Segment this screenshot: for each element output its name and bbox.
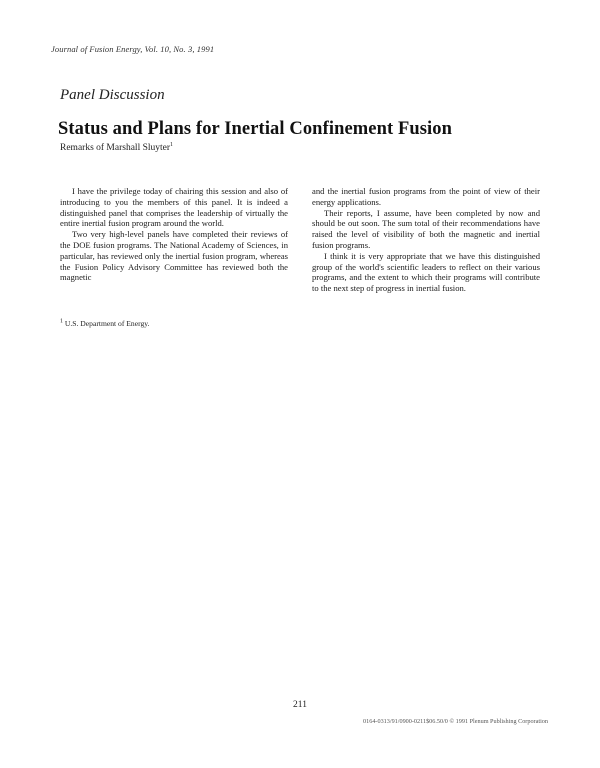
page-number: 211 — [293, 700, 307, 710]
body-paragraph: I have the privilege today of chairing this session and also of introducing to you the members of this panel. It is indeed a distinguished panel that comprises the leadership of virtually the entire inertial fusion program around the world. — [60, 186, 288, 229]
body-column-right — [312, 186, 540, 294]
body-paragraph: I think it is very appropriate that we have this distinguished group of the world's scientific leaders to reflect on their various programs, and the extent to which their programs will contribute to the next step of progress in inertial fusion. — [312, 250, 540, 294]
footnote-mark: 1 — [60, 318, 63, 325]
byline-text: Remarks of Marshall Sluyter — [60, 143, 171, 153]
section-label: Panel Discussion — [60, 87, 165, 103]
byline-footnote-mark: 1 — [170, 141, 174, 148]
footnote-text: U.S. Department of Energy. — [64, 319, 150, 328]
body-paragraph: Their reports, I assume, have been completed by now and should be out soon. The sum total of their recommendations have raised the level of visibility of both the magnetic and inertial fusion programs. — [312, 207, 540, 250]
paper-title: Status and Plans for Inertial Confinement Fusion — [58, 119, 453, 139]
body-paragraph: Two very high-level panels have completed their reviews of the DOE fusion programs. The National Academy of Sciences, in particular, has reviewed only the inertial fusion program, whereas the Fusion Policy Advisory Committee has reviewed both the magnetic — [60, 229, 288, 283]
body-column-left — [60, 186, 288, 283]
copyright-line: 0164-0313/91/0900-0211$06.50/0 © 1991 Plenum Publishing Corporation — [363, 718, 548, 725]
journal-citation: Journal of Fusion Energy, Vol. 10, No. 3, 1991 — [51, 44, 215, 54]
footnote — [60, 319, 288, 328]
body-paragraph: and the inertial fusion programs from the point of view of their energy applications. — [312, 186, 540, 207]
byline — [60, 143, 173, 153]
